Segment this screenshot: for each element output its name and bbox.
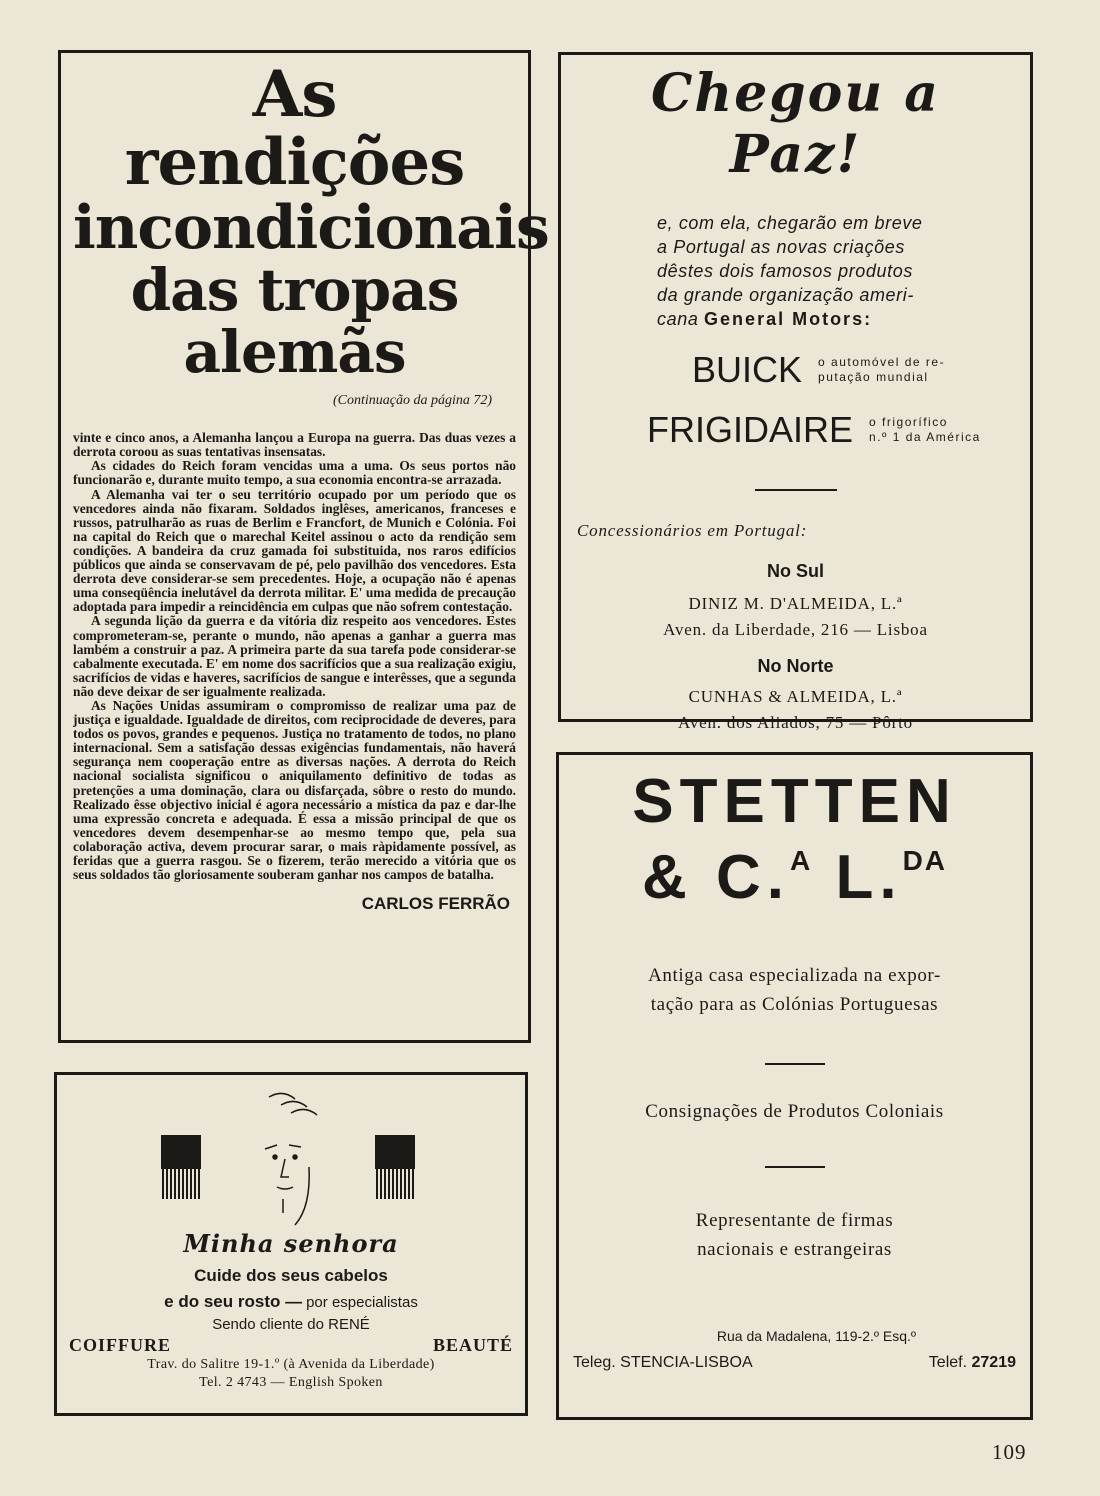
comb-left-icon [161, 1135, 201, 1169]
description-line: Antiga casa especializada na expor- [648, 965, 941, 986]
stetten-address: Rua da Madalena, 119-2.º Esq.º [716, 1328, 916, 1344]
comb-right-icon [375, 1135, 415, 1169]
south-dealer: DINIZ M. D'ALMEIDA, L.ª [688, 594, 903, 613]
south-address: Aven. da Liberdade, 216 — Lisboa [663, 620, 928, 639]
coiffure-line-2 [69, 1292, 513, 1312]
gm-intro [657, 211, 1014, 331]
face-sketch-icon [265, 1093, 317, 1225]
article-paragraph: vinte e cinco anos, a Alemanha lançou a Europa na guerra. Das duas vezes a derrota coroou as suas tentativas insensatas. [73, 430, 516, 460]
beaute-word: BEAUTÉ [432, 1335, 513, 1355]
stetten-description-3 [573, 1206, 1016, 1264]
divider [755, 489, 837, 491]
gm-intro-line: e, com ela, chegarão em breve [657, 213, 923, 233]
company-amp: & C. [641, 843, 790, 912]
company-sup: DA [902, 845, 948, 876]
coiffure-address: Trav. do Salitre 19-1.º (à Avenida da Liberdade) [147, 1357, 435, 1372]
headline-line-2: incondicionais [73, 192, 549, 263]
north-title: No Norte [757, 656, 834, 676]
company-name-line-1: STETTEN [632, 767, 957, 836]
coiffure-line-2-rest: por especialistas [306, 1294, 418, 1311]
gm-intro-line: dêstes dois famosos produtos [657, 261, 913, 281]
general-motors-ad [558, 52, 1033, 732]
brand-desc-line: n.º 1 da América [869, 430, 981, 444]
article-box [58, 50, 549, 1043]
gm-title: Chegou a Paz! [651, 63, 940, 185]
brand-desc-line: o frigorífico [869, 415, 948, 429]
brand-description [818, 355, 945, 385]
description-line: tação para as Colónias Portuguesas [650, 994, 939, 1015]
coiffure-illustration [69, 1083, 513, 1229]
coiffure-ad [54, 1072, 528, 1416]
illustration-svg [69, 1083, 519, 1229]
south-title: No Sul [767, 561, 824, 581]
company-sup: A [789, 845, 813, 876]
north-dealer: CUNHAS & ALMEIDA, L.ª [688, 687, 903, 706]
stetten-description-2: Consignações de Produtos Coloniais [645, 1101, 944, 1122]
company-name-line-2 [573, 843, 1016, 912]
gm-intro-line: a Portugal as novas criações [657, 237, 905, 257]
telephone-label: Telef. [928, 1354, 968, 1371]
coiffure-line-2-bold: e do seu rosto — [164, 1292, 303, 1311]
stetten-description-1 [573, 961, 1016, 1019]
brand-frigidaire [647, 409, 1014, 451]
comb-right-teeth [377, 1169, 413, 1199]
coiffure-line-1: Cuide dos seus cabelos [194, 1266, 388, 1285]
coiffure-line-3: Sendo cliente do RENÉ [212, 1316, 370, 1333]
continuation-note: (Continuação da página 72) [332, 393, 492, 409]
description-line: Representante de firmas [695, 1210, 894, 1231]
brand-name: FRIGIDAIRE [647, 409, 854, 450]
divider [765, 1063, 825, 1065]
gm-intro-line [657, 307, 1014, 331]
north-address: Aven. dos Aliados, 75 — Pôrto [678, 713, 913, 732]
article-paragraph: As Nações Unidas assumiram o compromisso de realizar uma paz de justiça e igualdade. Igualdade de direitos, com reciprocidade de deveres, para todos os povos, grandes e pequenos. Justiça no tratamento de todos, no plano internacional. Sem a satisfação dessas exigências fundamentais, não haverá segurança nem cooperação entre as diversas nações. A derrota do Reich nacional socialista significou o aniquilamento definitivo de todas as pretenções a uma dominação, clara ou disfarçada, sôbre o resto do mundo. Realizado êsse objectivo inicial é agora necessário a mística da paz e dar-lhe uma expressão concreta e adequada. É essa a missão principal de que os vencedores devem desempenhar-se ao mesmo tempo que, pela sua colaboração activa, devem procurar sarar, o mais ràpidamente possível, as feridas que a guerra rasgou. Se o fizerem, terão merecido a vitória que os seus soldados tão gloriosamente souberam ganhar nos campos de batalha. [73, 697, 516, 883]
brand-buick [647, 349, 1014, 391]
brand-desc-line: putação mundial [818, 370, 929, 384]
dealers-title: Concessionários em Portugal: [577, 521, 808, 540]
coiffure-word: COIFFURE [69, 1335, 171, 1355]
brand-description [869, 415, 981, 445]
gm-intro-prefix: cana [657, 309, 699, 329]
article-headline [73, 57, 549, 386]
brand-desc-line: o automóvel de re- [818, 355, 946, 369]
comb-left-teeth [163, 1169, 199, 1199]
company-l: L. [835, 843, 903, 912]
stetten-contact [573, 1354, 1016, 1372]
divider [765, 1166, 825, 1168]
headline-line-1: As rendições [124, 57, 465, 200]
article-paragraph: A segunda lição da guerra e da vitória diz respeito aos vencedores. Estes comprometeram-se, perante o mundo, não apenas a ganhar a guerra mas lambém a construir a paz. A primeira parte da sua tarefa pode considerar-se cabalmente executada. E' em nome dos sacrifícios que a sua realização exigiu, sacrifícios de vidas e haveres, sacrifícios de sangue e interêsses, que a segunda não deve deixar de ser igualmente realizada. [73, 613, 516, 699]
stetten-ad [556, 752, 1033, 1420]
telephone [929, 1354, 1016, 1372]
headline-line-3: das tropas alemãs [130, 256, 459, 386]
page-number: 109 [992, 1440, 1027, 1464]
gm-company-name: General Motors: [704, 309, 873, 329]
telephone-number: 27219 [971, 1354, 1016, 1371]
article-paragraph: As cidades do Reich foram vencidas uma a uma. Os seus portos não funcionarão e, durante muito tempo, a sua economia encontra-se arrazada. [73, 458, 516, 488]
article-paragraph: A Alemanha vai ter o seu território ocupado por um período que os vencedores ainda não fixaram. Soldados inglêses, americanos, franceses e russos, patrulharão as ruas de Berlim e Francfort, de Munich e Colónia. Foi na capital do Reich que o marechal Keitel assinou o acto da rendição sem condições. A bandeira da cruz gamada foi substituida, nos raros edifícios públicos que ainda se conservavam de pé, pelo pavilhão dos vencedores. Esta derrota deve considerar-se sem precedentes. Hoje, a ocupação não é apenas uma conseqüência inelutável da derrota militar. E' uma medida de precaução adoptada para impedir a reincidência em culpas que não sofrem contestação. [73, 486, 516, 615]
telegraph: Teleg. STENCIA-LISBOA [573, 1354, 753, 1371]
description-line: nacionais e estrangeiras [697, 1239, 892, 1260]
article-signature: CARLOS FERRÃO [361, 894, 510, 914]
coiffure-services [69, 1335, 513, 1356]
brand-name: BUICK [692, 349, 803, 390]
coiffure-title: Minha senhora [183, 1229, 399, 1258]
article-body [73, 431, 516, 882]
coiffure-phone: Tel. 2 4743 — English Spoken [199, 1375, 383, 1390]
gm-intro-line: da grande organização ameri- [657, 285, 914, 305]
